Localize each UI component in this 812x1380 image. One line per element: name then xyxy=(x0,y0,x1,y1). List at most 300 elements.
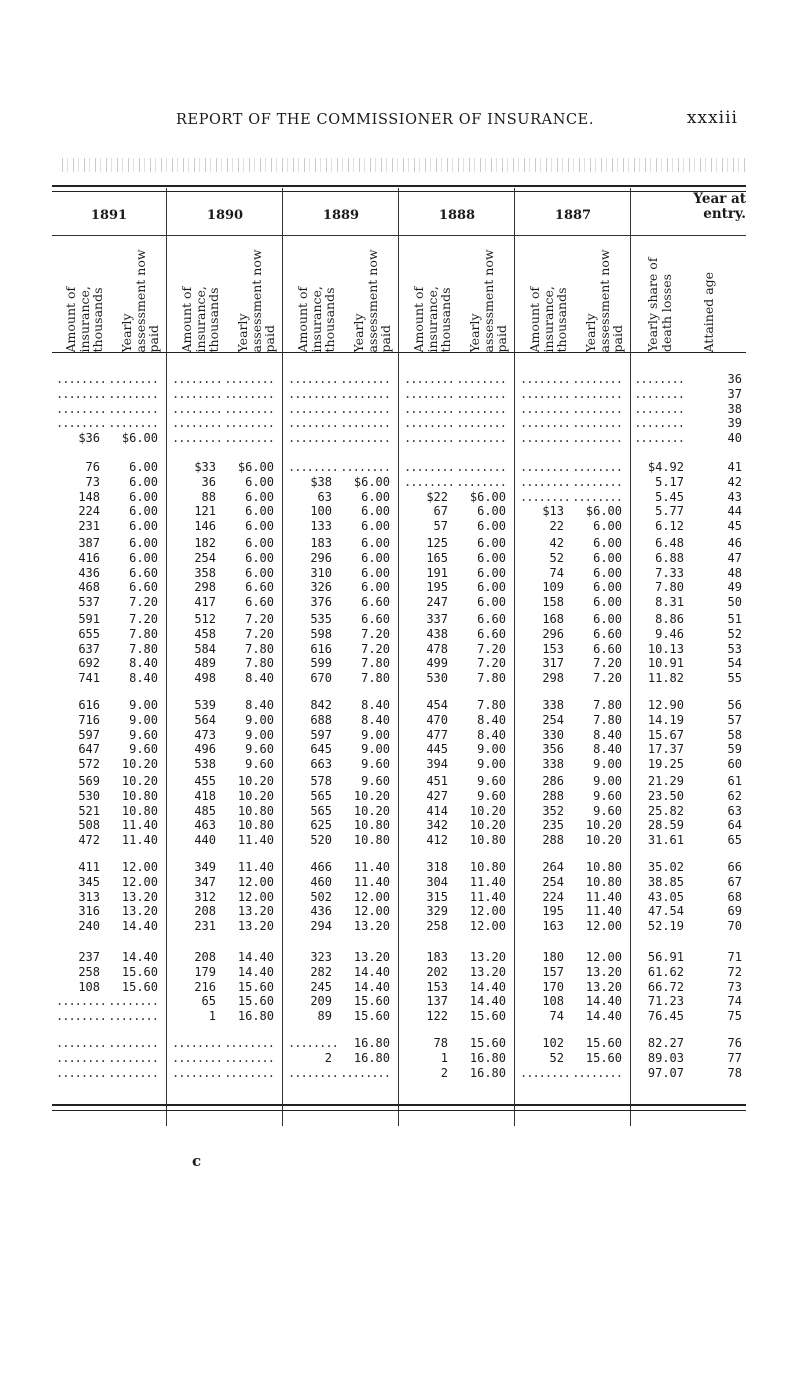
page-number: xxxiii xyxy=(686,108,738,128)
table-cell: 496 xyxy=(194,742,216,757)
leader-dots: ........ xyxy=(288,1065,338,1080)
leader-dots: ........ xyxy=(288,386,338,401)
table-cell: 224 xyxy=(542,889,564,904)
table-cell: 231 xyxy=(78,519,100,534)
table-row xyxy=(52,950,752,964)
table-cell: 537 xyxy=(78,595,100,610)
table-row xyxy=(52,890,752,904)
table-cell: 25.82 xyxy=(647,803,684,818)
table-cell: 10.20 xyxy=(585,818,622,833)
table-row xyxy=(52,519,752,533)
table-cell: 14.40 xyxy=(353,964,390,979)
table-row xyxy=(52,671,752,685)
table-cell: 9.46 xyxy=(655,626,684,641)
table-cell: 55 xyxy=(727,671,742,686)
leader-dots: ........ xyxy=(224,1036,274,1050)
table-cell: 12.00 xyxy=(121,874,158,889)
table-cell: 16.80 xyxy=(469,1065,506,1080)
table-cell: 15.60 xyxy=(121,964,158,979)
leader-dots: ........ xyxy=(340,416,390,431)
leader-dots: ........ xyxy=(456,401,506,416)
table-cell: 108 xyxy=(542,994,564,1009)
table-cell: 45 xyxy=(727,519,742,534)
table-cell: 63 xyxy=(727,803,742,818)
table-cell: 70 xyxy=(727,919,742,934)
table-cell: 195 xyxy=(426,580,448,595)
table-cell: 329 xyxy=(426,904,448,919)
table-cell: 13.20 xyxy=(121,889,158,904)
table-cell: 16.80 xyxy=(353,1036,390,1050)
table-cell: 6.00 xyxy=(593,595,622,610)
leader-dots: ........ xyxy=(224,1050,274,1065)
table-cell: 9.60 xyxy=(477,788,506,803)
table-cell: 14.40 xyxy=(585,994,622,1009)
table-cell: 183 xyxy=(310,536,332,550)
leader-dots: ........ xyxy=(108,401,158,416)
table-cell: 9.60 xyxy=(593,788,622,803)
table-cell: 741 xyxy=(78,671,100,686)
table-cell: 89.03 xyxy=(647,1050,684,1065)
table-cell: 470 xyxy=(426,712,448,727)
table-cell: 42 xyxy=(549,536,564,550)
leader-dots: ........ xyxy=(288,416,338,431)
table-row xyxy=(52,980,752,994)
table-cell: 68 xyxy=(727,889,742,904)
table-cell: 47 xyxy=(727,550,742,565)
table-cell: 6.00 xyxy=(245,536,274,550)
table-cell: 157 xyxy=(542,964,564,979)
table-cell: 6.00 xyxy=(593,580,622,595)
table-cell: 7.80 xyxy=(477,671,506,686)
table-cell: 440 xyxy=(194,833,216,848)
table-row xyxy=(52,919,752,933)
table-cell: 11.40 xyxy=(469,874,506,889)
table-row xyxy=(52,431,752,445)
table-cell: 11.40 xyxy=(469,889,506,904)
table-cell: 565 xyxy=(310,803,332,818)
table-cell: 310 xyxy=(310,565,332,580)
table-cell: 14.40 xyxy=(469,979,506,994)
table-cell: 8.40 xyxy=(477,712,506,727)
leader-dots: ........ xyxy=(172,1065,222,1080)
table-bottom-rule xyxy=(52,1104,746,1106)
leader-dots: ........ xyxy=(56,401,106,416)
table-row xyxy=(52,387,752,401)
table-cell: 71.23 xyxy=(647,994,684,1009)
table-cell: 41 xyxy=(727,460,742,474)
table-cell: 455 xyxy=(194,774,216,788)
table-cell: 56 xyxy=(727,698,742,712)
table-cell: 16.80 xyxy=(237,1009,274,1024)
table-cell: 591 xyxy=(78,612,100,626)
table-cell: 1 xyxy=(208,1009,216,1024)
page-header xyxy=(0,108,798,136)
table-cell: 5.17 xyxy=(655,474,684,489)
table-cell: 7.20 xyxy=(361,641,390,656)
table-cell: 49 xyxy=(727,580,742,595)
table-cell: 458 xyxy=(194,626,216,641)
leader-dots: ........ xyxy=(108,1050,158,1065)
table-cell: 153 xyxy=(542,641,564,656)
table-cell: 313 xyxy=(78,889,100,904)
table-cell: 38 xyxy=(727,401,742,416)
table-cell: 468 xyxy=(78,580,100,595)
table-row xyxy=(52,965,752,979)
table-cell: 294 xyxy=(310,919,332,934)
leader-dots: ........ xyxy=(288,401,338,416)
table-cell: 15.60 xyxy=(585,1050,622,1065)
table-cell: 12.00 xyxy=(237,874,274,889)
table-cell: 78 xyxy=(433,1036,448,1050)
table-cell: 6.00 xyxy=(129,519,158,534)
table-cell: 498 xyxy=(194,671,216,686)
table-cell: 7.20 xyxy=(129,595,158,610)
table-cell: 16.80 xyxy=(353,1050,390,1065)
table-cell: 463 xyxy=(194,818,216,833)
leader-dots: ........ xyxy=(288,1036,338,1050)
table-row xyxy=(52,580,752,594)
table-cell: 6.00 xyxy=(361,504,390,519)
table-cell: 8.40 xyxy=(129,671,158,686)
leader-dots: ........ xyxy=(172,431,222,446)
leader-dots: ........ xyxy=(520,489,570,504)
table-cell: 264 xyxy=(542,860,564,874)
leader-dots: ........ xyxy=(108,416,158,431)
table-cell: 165 xyxy=(426,550,448,565)
table-cell: 597 xyxy=(78,727,100,742)
leader-dots: ........ xyxy=(572,401,622,416)
table-cell: 539 xyxy=(194,698,216,712)
table-cell: 22 xyxy=(549,519,564,534)
table-cell: 288 xyxy=(542,833,564,848)
table-cell: 9.60 xyxy=(361,774,390,788)
table-cell: 6.60 xyxy=(477,612,506,626)
table-cell: 16.80 xyxy=(469,1050,506,1065)
leader-dots: ........ xyxy=(108,1009,158,1024)
leader-dots: ........ xyxy=(572,460,622,474)
table-cell: 5.45 xyxy=(655,489,684,504)
table-cell: 282 xyxy=(310,964,332,979)
table-cell: 616 xyxy=(310,641,332,656)
table-cell: 53 xyxy=(727,641,742,656)
leader-dots: ........ xyxy=(56,1065,106,1080)
table-cell: 108 xyxy=(78,979,100,994)
table-cell: 6.00 xyxy=(477,519,506,534)
table-cell: 414 xyxy=(426,803,448,818)
table-cell: 376 xyxy=(310,595,332,610)
year-1889-heading: 1889 xyxy=(322,208,360,223)
table-row xyxy=(52,627,752,641)
table-cell: 6.00 xyxy=(129,460,158,474)
leader-dots: ........ xyxy=(224,401,274,416)
table-cell: 13.20 xyxy=(585,964,622,979)
table-row xyxy=(52,860,752,874)
table-cell: 9.60 xyxy=(245,757,274,772)
table-cell: 572 xyxy=(78,757,100,772)
table-cell: 692 xyxy=(78,656,100,671)
table-cell: 21.29 xyxy=(647,774,684,788)
table-cell: 102 xyxy=(542,1036,564,1050)
leader-dots: ........ xyxy=(634,401,684,416)
table-cell: 7.80 xyxy=(129,641,158,656)
table-cell: 8.31 xyxy=(655,595,684,610)
table-cell: 6.00 xyxy=(245,565,274,580)
table-cell: 11.40 xyxy=(237,860,274,874)
table-cell: 538 xyxy=(194,757,216,772)
leader-dots: ........ xyxy=(172,416,222,431)
table-cell: 337 xyxy=(426,612,448,626)
table-cell: 56.91 xyxy=(647,950,684,964)
leader-dots: ........ xyxy=(340,401,390,416)
table-cell: 9.60 xyxy=(477,774,506,788)
table-cell: 235 xyxy=(542,818,564,833)
table-cell: 298 xyxy=(194,580,216,595)
table-cell: 436 xyxy=(78,565,100,580)
table-cell: 12.00 xyxy=(353,889,390,904)
leader-dots: ........ xyxy=(456,474,506,489)
table-cell: 318 xyxy=(426,860,448,874)
table-cell: 7.80 xyxy=(477,698,506,712)
table-cell: 8.40 xyxy=(245,671,274,686)
table-cell: 10.80 xyxy=(469,860,506,874)
table-row xyxy=(52,551,752,565)
table-cell: 663 xyxy=(310,757,332,772)
leader-dots: ........ xyxy=(56,416,106,431)
leader-dots: ........ xyxy=(520,1065,570,1080)
table-cell: 7.80 xyxy=(655,580,684,595)
table-cell: 502 xyxy=(310,889,332,904)
table-cell: 569 xyxy=(78,774,100,788)
table-cell: 125 xyxy=(426,536,448,550)
table-cell: 5.77 xyxy=(655,504,684,519)
table-cell: 240 xyxy=(78,919,100,934)
table-cell: 97.07 xyxy=(647,1065,684,1080)
table-cell: 14.40 xyxy=(121,919,158,934)
table-cell: 317 xyxy=(542,656,564,671)
table-cell: 52 xyxy=(727,626,742,641)
table-cell: 7.80 xyxy=(129,626,158,641)
header-subrule xyxy=(52,235,746,236)
table-cell: 15.60 xyxy=(121,979,158,994)
table-cell: 416 xyxy=(78,550,100,565)
table-row xyxy=(52,757,752,771)
table-cell: 13.20 xyxy=(353,950,390,964)
table-cell: 6.00 xyxy=(245,489,274,504)
leader-dots: ........ xyxy=(340,372,390,386)
table-row xyxy=(52,1066,752,1080)
table-cell: 13.20 xyxy=(237,919,274,934)
table-cell: 13.20 xyxy=(237,904,274,919)
table-cell: 67 xyxy=(727,874,742,889)
table-cell: 202 xyxy=(426,964,448,979)
table-cell: 647 xyxy=(78,742,100,757)
table-cell: 418 xyxy=(194,788,216,803)
table-cell: 6.00 xyxy=(593,550,622,565)
leader-dots: ........ xyxy=(572,431,622,446)
table-row xyxy=(52,656,752,670)
table-cell: 11.40 xyxy=(585,904,622,919)
table-cell: 42 xyxy=(727,474,742,489)
table-cell: 9.60 xyxy=(129,742,158,757)
table-cell: 168 xyxy=(542,612,564,626)
table-cell: 14.40 xyxy=(353,979,390,994)
table-cell: 7.20 xyxy=(129,612,158,626)
table-cell: 512 xyxy=(194,612,216,626)
table-cell: 445 xyxy=(426,742,448,757)
leader-dots: ........ xyxy=(340,460,390,474)
table-cell: 73 xyxy=(727,979,742,994)
table-cell: 716 xyxy=(78,712,100,727)
table-cell: 688 xyxy=(310,712,332,727)
table-cell: 10.20 xyxy=(585,833,622,848)
table-cell: 10.91 xyxy=(647,656,684,671)
leader-dots: ........ xyxy=(456,431,506,446)
table-cell: 520 xyxy=(310,833,332,848)
table-cell: 411 xyxy=(78,860,100,874)
table-top-rule-inner xyxy=(52,191,746,192)
table-cell: 137 xyxy=(426,994,448,1009)
leader-dots: ........ xyxy=(108,1065,158,1080)
table-row xyxy=(52,833,752,847)
table-cell: 35.02 xyxy=(647,860,684,874)
table-cell: 11.82 xyxy=(647,671,684,686)
table-cell: 74 xyxy=(549,565,564,580)
table-cell: 15.60 xyxy=(237,994,274,1009)
leader-dots: ........ xyxy=(56,386,106,401)
table-cell: 10.80 xyxy=(353,833,390,848)
table-cell: 71 xyxy=(727,950,742,964)
table-cell: 72 xyxy=(727,964,742,979)
table-cell: $6.00 xyxy=(121,431,158,446)
table-cell: 6.00 xyxy=(129,474,158,489)
table-cell: 6.00 xyxy=(361,536,390,550)
table-cell: 237 xyxy=(78,950,100,964)
table-cell: 254 xyxy=(542,874,564,889)
table-cell: 9.00 xyxy=(361,742,390,757)
table-cell: 2 xyxy=(440,1065,448,1080)
table-cell: 15.60 xyxy=(353,1009,390,1024)
table-row xyxy=(52,595,752,609)
table-cell: 89 xyxy=(317,1009,332,1024)
table-cell: 179 xyxy=(194,964,216,979)
table-cell: 6.00 xyxy=(245,550,274,565)
assessment-header-1890-label: Yearly assessment now paid xyxy=(235,248,277,352)
table-cell: 14.40 xyxy=(237,950,274,964)
table-cell: 345 xyxy=(78,874,100,889)
year-at-entry-heading: Year at entry. xyxy=(693,191,746,222)
table-cell: 499 xyxy=(426,656,448,671)
leader-dots: ........ xyxy=(520,474,570,489)
table-row xyxy=(52,566,752,580)
table-cell: 23.50 xyxy=(647,788,684,803)
table-row xyxy=(52,490,752,504)
table-cell: 338 xyxy=(542,698,564,712)
table-top-rule xyxy=(52,185,746,187)
table-cell: 338 xyxy=(542,757,564,772)
table-cell: 14.40 xyxy=(585,1009,622,1024)
table-cell: 67 xyxy=(433,504,448,519)
table-row xyxy=(52,504,752,518)
table-cell: 312 xyxy=(194,889,216,904)
table-row xyxy=(52,1036,752,1050)
table-cell: 454 xyxy=(426,698,448,712)
table-cell: 472 xyxy=(78,833,100,848)
table-cell: 15.60 xyxy=(469,1009,506,1024)
table-cell: 347 xyxy=(194,874,216,889)
leader-dots: ........ xyxy=(172,1050,222,1065)
leader-dots: ........ xyxy=(404,416,454,431)
table-cell: $13 xyxy=(542,504,564,519)
table-cell: 11.40 xyxy=(353,874,390,889)
table-cell: 8.40 xyxy=(245,698,274,712)
table-cell: 7.20 xyxy=(477,641,506,656)
leader-dots: ........ xyxy=(404,474,454,489)
table-cell: 6.60 xyxy=(477,626,506,641)
table-cell: 8.40 xyxy=(361,698,390,712)
table-cell: 323 xyxy=(310,950,332,964)
table-cell: 10.80 xyxy=(353,818,390,833)
leader-dots: ........ xyxy=(56,994,106,1009)
table-cell: 7.80 xyxy=(593,698,622,712)
table-cell: 6.12 xyxy=(655,519,684,534)
table-cell: 48 xyxy=(727,565,742,580)
table-row xyxy=(52,416,752,430)
table-cell: 460 xyxy=(310,874,332,889)
table-cell: 670 xyxy=(310,671,332,686)
table-cell: 77 xyxy=(727,1050,742,1065)
leader-dots: ........ xyxy=(340,431,390,446)
table-cell: 298 xyxy=(542,671,564,686)
table-cell: 10.20 xyxy=(353,803,390,818)
table-cell: 6.00 xyxy=(361,489,390,504)
table-cell: 478 xyxy=(426,641,448,656)
leader-dots: ........ xyxy=(572,489,622,504)
table-cell: 304 xyxy=(426,874,448,889)
table-cell: 349 xyxy=(194,860,216,874)
table-cell: 9.60 xyxy=(129,727,158,742)
table-cell: 76 xyxy=(85,460,100,474)
table-cell: 6.00 xyxy=(245,504,274,519)
table-cell: 52 xyxy=(549,550,564,565)
table-cell: 17.37 xyxy=(647,742,684,757)
table-cell: 436 xyxy=(310,904,332,919)
leader-dots: ........ xyxy=(456,372,506,386)
table-cell: 6.00 xyxy=(477,595,506,610)
table-cell: 10.80 xyxy=(121,803,158,818)
table-cell: 11.40 xyxy=(121,833,158,848)
table-cell: 19.25 xyxy=(647,757,684,772)
table-cell: 15.60 xyxy=(237,979,274,994)
table-cell: 11.40 xyxy=(237,833,274,848)
attained-age-header-label: Attained age xyxy=(701,271,716,352)
leader-dots: ........ xyxy=(520,401,570,416)
leader-dots: ........ xyxy=(108,1036,158,1050)
table-cell: 473 xyxy=(194,727,216,742)
table-cell: 10.20 xyxy=(469,818,506,833)
table-cell: 12.00 xyxy=(353,904,390,919)
table-cell: 9.00 xyxy=(593,757,622,772)
table-cell: 57 xyxy=(727,712,742,727)
table-cell: 78 xyxy=(727,1065,742,1080)
table-cell: 40 xyxy=(727,431,742,446)
table-cell: $6.00 xyxy=(237,460,274,474)
table-cell: 7.80 xyxy=(361,656,390,671)
table-row xyxy=(52,789,752,803)
table-cell: 451 xyxy=(426,774,448,788)
table-cell: 57 xyxy=(433,519,448,534)
table-cell: 7.20 xyxy=(361,626,390,641)
table-cell: 342 xyxy=(426,818,448,833)
